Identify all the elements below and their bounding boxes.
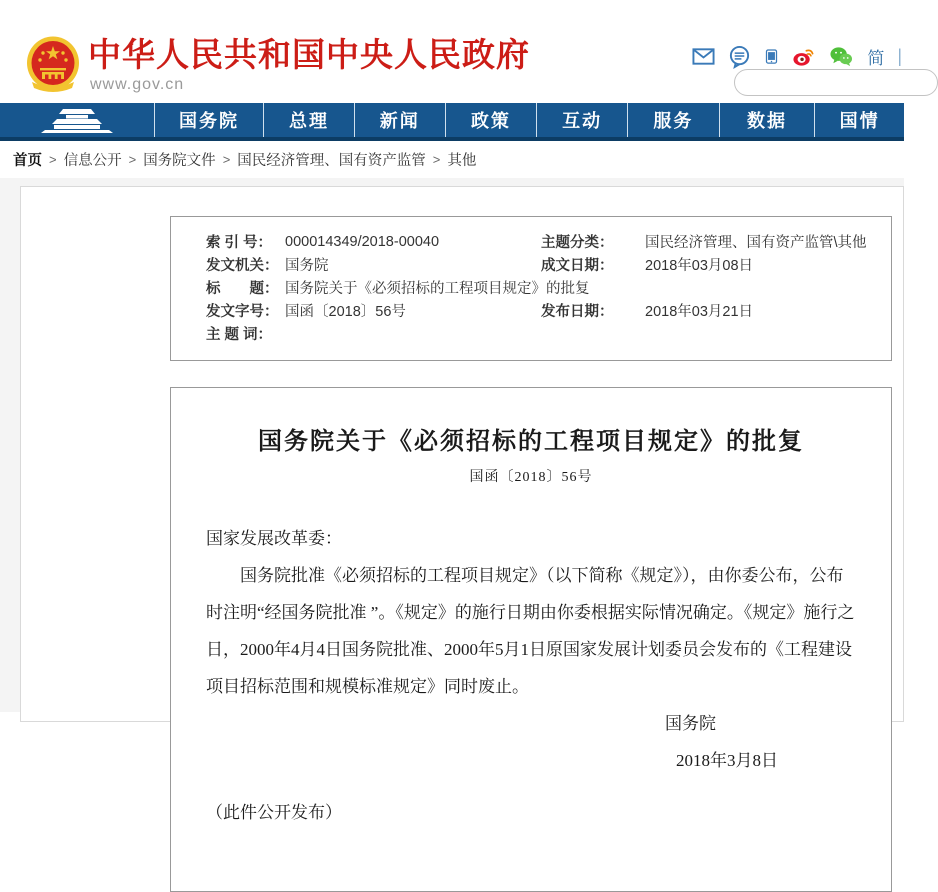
meta-value-publish-date: 2018年03月21日 xyxy=(645,304,754,320)
meta-label-publish-date: 发布日期： xyxy=(541,304,614,320)
document-box xyxy=(170,387,892,892)
document-salutation: 国家发展改革委： xyxy=(206,529,342,548)
breadcrumb-separator: > xyxy=(49,152,57,167)
breadcrumb-other[interactable]: 其他 xyxy=(447,153,477,169)
document-body-paragraph: 国务院批准《必须招标的工程项目规定》（以下简称《规定》），由你委公布，公布时注明“经国务院批准 ”。《规定》的施行日期由你委根据实际情况确定。《规定》施行之日，2000年4月4日国务院批准、2000年5月1日原国家发展计划委员会发布的《工程建设项目招标范围和规模标准规定》同时废止。 xyxy=(206,566,855,696)
meta-label-index-number: 索 引 号： xyxy=(206,235,273,251)
breadcrumb-state-council-documents[interactable]: 国务院文件 xyxy=(143,153,216,169)
site-brand[interactable] xyxy=(26,36,530,94)
breadcrumb-info-disclosure[interactable]: 信息公开 xyxy=(63,153,122,169)
meta-row xyxy=(171,322,891,345)
document-title: 国务院关于《必须招标的工程项目规定》的批复 xyxy=(258,429,804,455)
nav-item-state-council[interactable]: 国务院 xyxy=(155,103,264,137)
nav-item-policy[interactable]: 政策 xyxy=(446,103,538,137)
nav-item-news[interactable]: 新闻 xyxy=(355,103,446,137)
breadcrumb xyxy=(0,141,904,178)
content-panel xyxy=(20,186,904,822)
message-icon[interactable] xyxy=(728,45,751,68)
document-sign-date: 2018年3月8日 xyxy=(676,751,778,770)
meta-row xyxy=(171,253,891,276)
meta-label-date-written: 成文日期： xyxy=(541,258,614,274)
site-title[interactable]: 中华人民共和国中央人民政府 xyxy=(88,36,530,73)
nav-item-premier[interactable]: 总理 xyxy=(264,103,355,137)
document-meta-table xyxy=(171,230,891,345)
wechat-icon[interactable] xyxy=(828,45,854,68)
meta-value-keywords xyxy=(285,322,891,345)
mail-icon[interactable] xyxy=(692,45,715,68)
meta-row xyxy=(171,299,891,322)
weibo-icon[interactable] xyxy=(792,45,815,68)
meta-label-title: 标 题： xyxy=(206,281,279,297)
nav-home-tiananmen-icon[interactable] xyxy=(0,103,155,137)
meta-value-index-number: 000014349/2018-00040 xyxy=(285,233,440,250)
breadcrumb-home[interactable]: 首页 xyxy=(13,153,42,169)
site-url: www.gov.cn xyxy=(90,76,185,93)
meta-value-document-number: 国函〔2018〕56号 xyxy=(285,304,406,320)
meta-label-keywords: 主 题 词： xyxy=(206,327,273,343)
breadcrumb-separator: > xyxy=(432,152,441,167)
breadcrumb-separator: > xyxy=(222,152,231,167)
nav-item-national-conditions[interactable]: 国情 xyxy=(839,111,880,131)
document-number: 国函〔2018〕56号 xyxy=(469,470,593,485)
main-nav xyxy=(0,103,904,141)
header-icon-row xyxy=(692,44,902,69)
meta-row xyxy=(171,230,891,253)
meta-value-subject-category: 国民经济管理、国有资产监管\其他 xyxy=(645,235,867,251)
lang-divider: | xyxy=(897,46,902,66)
document-footnote: （此件公开发布） xyxy=(206,803,342,822)
nav-item-data[interactable]: 数据 xyxy=(720,103,816,137)
meta-label-subject-category: 主题分类： xyxy=(541,235,614,251)
nav-item-interaction[interactable]: 互动 xyxy=(537,103,628,137)
meta-value-date-written: 2018年03月08日 xyxy=(645,258,754,274)
document-signer: 国务院 xyxy=(665,714,716,733)
meta-value-title: 国务院关于《必须招标的工程项目规定》的批复 xyxy=(285,281,590,297)
breadcrumb-economic-management[interactable]: 国民经济管理、国有资产监管 xyxy=(237,153,426,169)
meta-value-issuing-agency: 国务院 xyxy=(285,258,329,274)
meta-label-document-number: 发文字号： xyxy=(206,304,279,320)
national-emblem-icon xyxy=(26,36,80,94)
mobile-icon[interactable] xyxy=(764,45,779,68)
meta-label-issuing-agency: 发文机关： xyxy=(206,258,279,274)
breadcrumb-separator: > xyxy=(128,152,137,167)
page-body xyxy=(0,178,904,822)
site-header xyxy=(0,0,904,103)
meta-row xyxy=(171,276,891,299)
document-meta-box xyxy=(170,216,892,361)
nav-item-services[interactable]: 服务 xyxy=(628,103,720,137)
lang-toggle-simplified[interactable]: 简 xyxy=(867,49,885,68)
search-input[interactable] xyxy=(734,69,938,96)
